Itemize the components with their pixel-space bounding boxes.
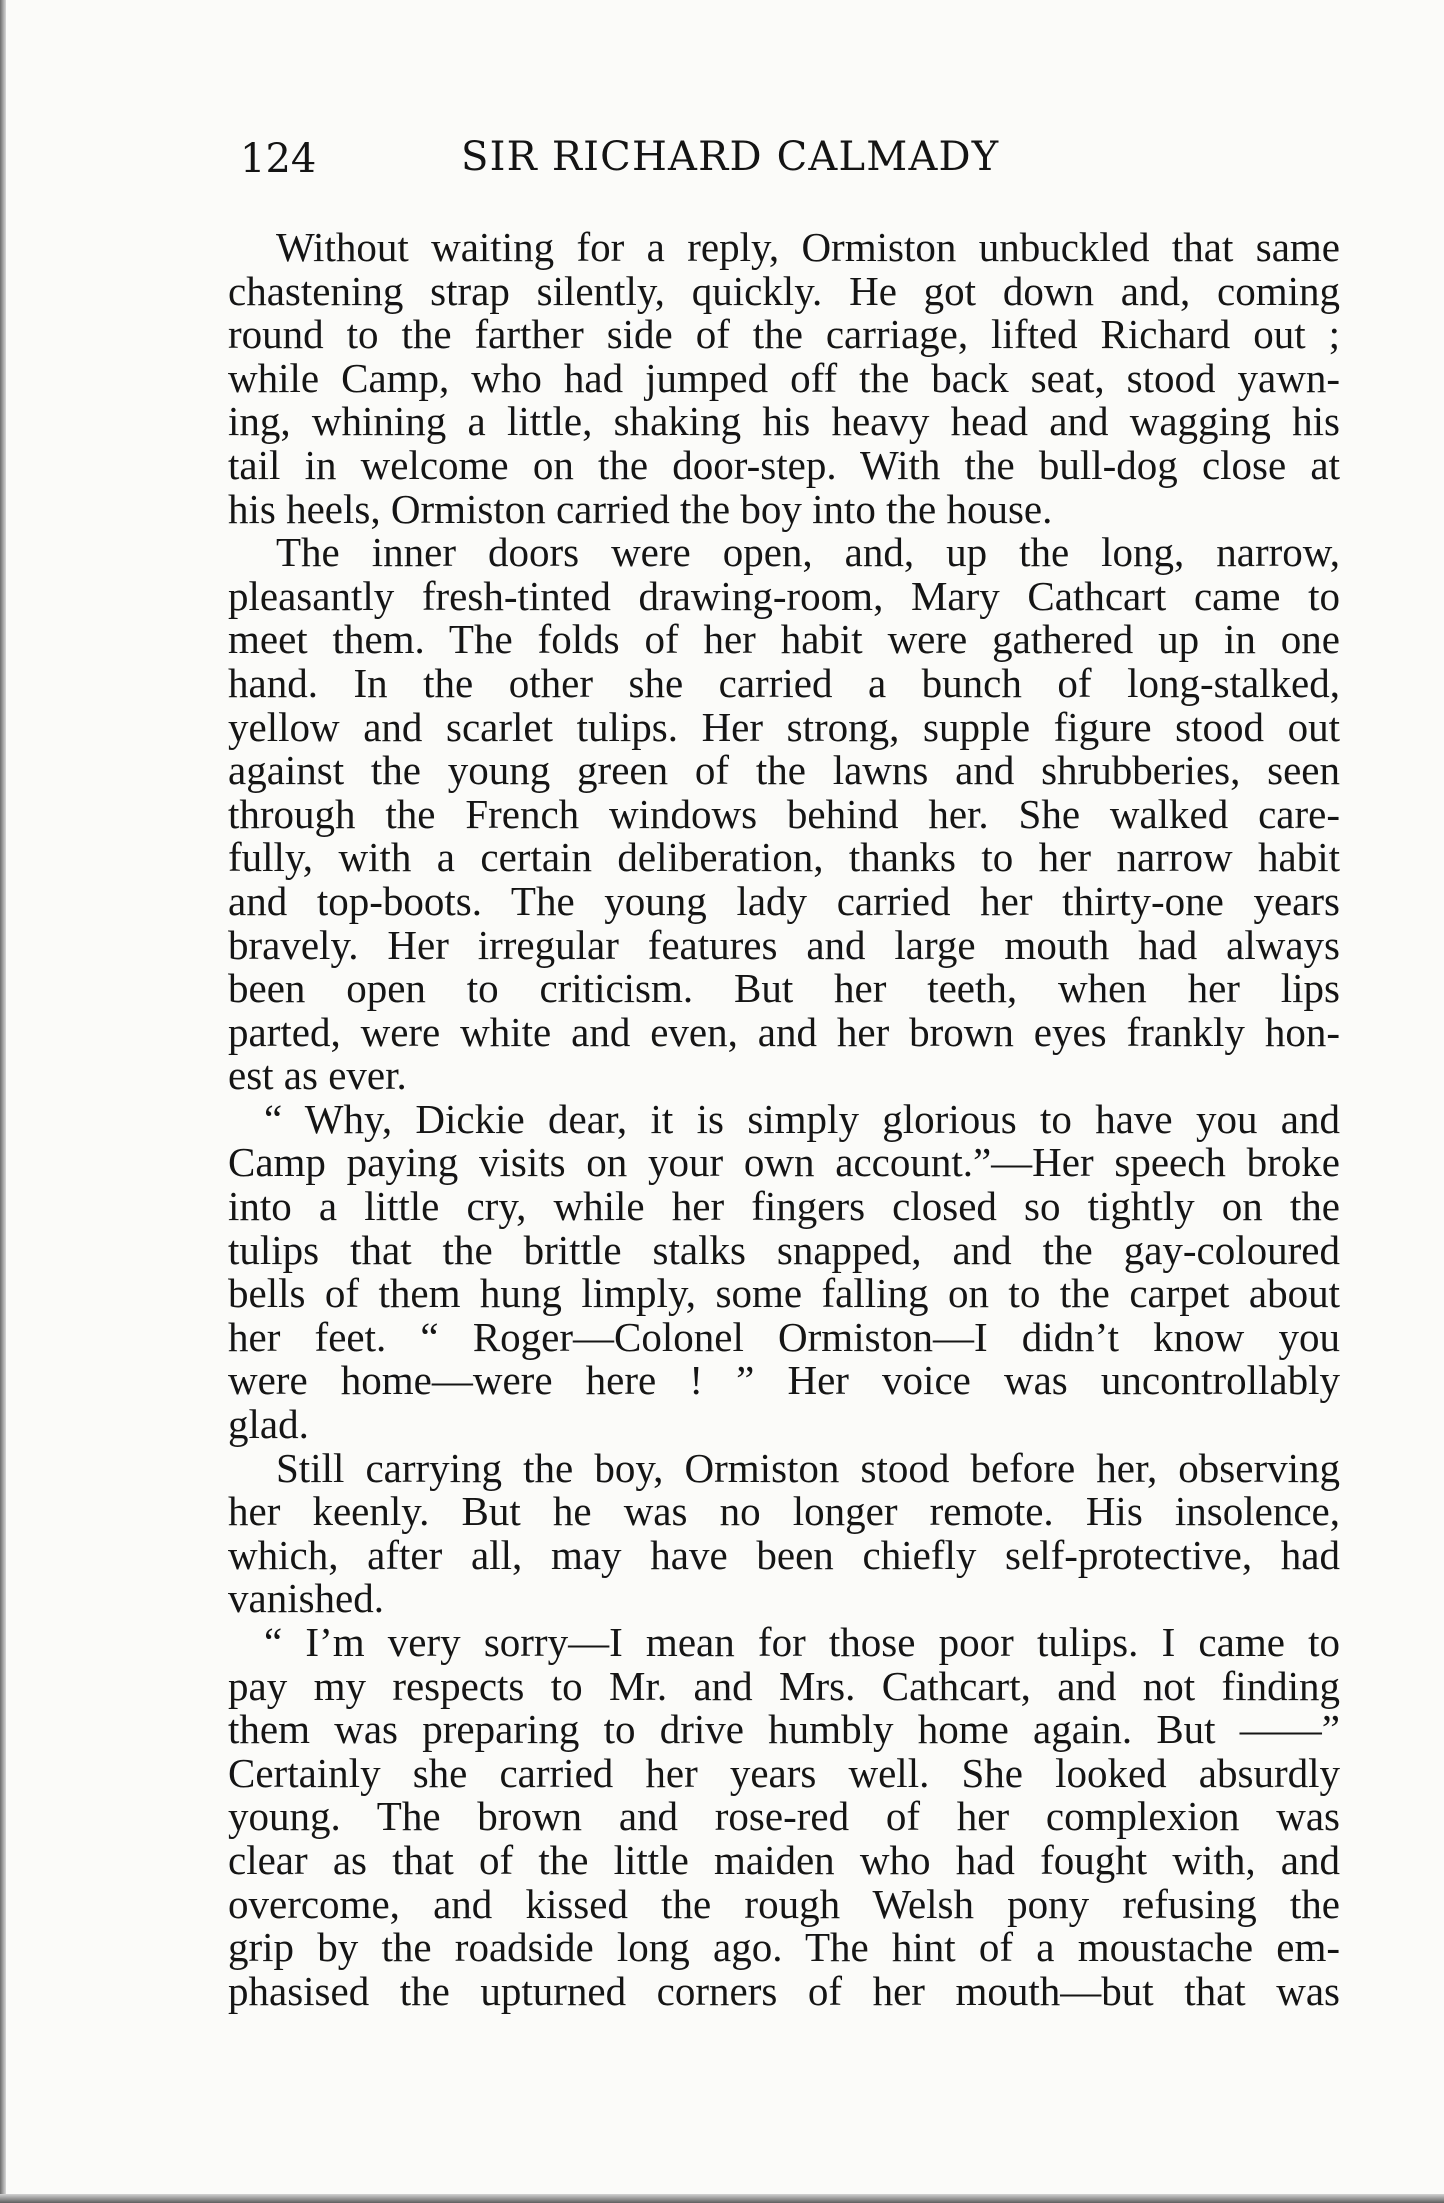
text-line: “ Why, Dickie dear, it is simply glorious to have you and: [264, 1095, 1340, 1142]
text-line: pay my respects to Mr. and Mrs. Cathcart, and not finding: [228, 1662, 1340, 1709]
text-line: his heels, Ormiston carried the boy into the house.: [228, 485, 1053, 532]
text-line: fully, with a certain deliberation, thanks to her narrow habit: [228, 834, 1340, 881]
text-line: Camp paying visits on your own account.”—Her speech broke: [228, 1139, 1340, 1186]
page-number: 124: [240, 136, 317, 182]
text-line: Without waiting for a reply, Ormiston unbuckled that same: [276, 224, 1340, 270]
body-text: [228, 226, 1340, 2013]
text-line: her feet. “ Roger—Colonel Ormiston—I didn’t know you: [228, 1313, 1340, 1360]
text-line: her keenly. But he was no longer remote. His insolence,: [228, 1488, 1340, 1535]
text-line: them was preparing to drive humbly home again. But ——”: [228, 1706, 1340, 1753]
text-line: ing, whining a little, shaking his heavy head and wagging his: [228, 398, 1340, 445]
text-line: grip by the roadside long ago. The hint of a moustache em-: [228, 1924, 1340, 1971]
text-line: “ I’m very sorry—I mean for those poor tulips. I came to: [264, 1619, 1340, 1665]
text-line: clear as that of the little maiden who had fought with, and: [228, 1836, 1340, 1883]
text-line: young. The brown and rose-red of her complexion was: [228, 1793, 1340, 1840]
text-line: phasised the upturned corners of her mouth—but that was: [228, 1967, 1340, 2014]
text-line: The inner doors were open, and, up the long, narrow,: [276, 529, 1340, 576]
text-line: been open to criticism. But her teeth, when her lips: [228, 965, 1340, 1012]
text-line: est as ever.: [228, 1052, 407, 1099]
text-line: which, after all, may have been chiefly self-protective, had: [228, 1531, 1340, 1578]
text-line: glad.: [228, 1401, 309, 1448]
text-line: bravely. Her irregular features and large mouth had always: [228, 921, 1340, 968]
running-title: SIR RICHARD CALMADY: [461, 134, 1000, 180]
text-line: parted, were white and even, and her brown eyes frankly hon-: [228, 1008, 1340, 1055]
text-line: vanished.: [228, 1575, 384, 1622]
page-left-edge-shadow: [0, 0, 6, 2203]
text-line: Certainly she carried her years well. She looked absurdly: [228, 1749, 1340, 1796]
text-line: round to the farther side of the carriage, lifted Richard out ;: [228, 311, 1340, 358]
text-line: tulips that the brittle stalks snapped, and the gay-coloured: [228, 1226, 1340, 1273]
text-line: chastening strap silently, quickly. He got down and, coming: [228, 267, 1340, 314]
text-line: meet them. The folds of her habit were gathered up in one: [228, 616, 1340, 663]
text-line: into a little cry, while her fingers closed so tightly on the: [228, 1183, 1340, 1230]
text-line: yellow and scarlet tulips. Her strong, supple figure stood out: [228, 703, 1340, 750]
text-line: overcome, and kissed the rough Welsh pony refusing the: [228, 1880, 1340, 1927]
text-line: against the young green of the lawns and shrubberies, seen: [228, 747, 1340, 794]
page-header: [230, 126, 1340, 186]
text-line: while Camp, who had jumped off the back seat, stood yawn-: [228, 354, 1340, 401]
text-line: bells of them hung limply, some falling on to the carpet about: [228, 1270, 1340, 1317]
page-bottom-edge-shadow: [0, 2194, 1444, 2203]
text-line: through the French windows behind her. She walked care-: [228, 790, 1340, 837]
text-line: hand. In the other she carried a bunch of long-stalked,: [228, 659, 1340, 706]
text-line: pleasantly fresh-tinted drawing-room, Mary Cathcart came to: [228, 572, 1340, 619]
text-line: tail in welcome on the door-step. With the bull-dog close at: [228, 441, 1340, 488]
text-line: were home—were here ! ” Her voice was uncontrollably: [228, 1357, 1340, 1404]
text-line: and top-boots. The young lady carried her thirty-one years: [228, 877, 1340, 924]
text-line: Still carrying the boy, Ormiston stood before her, observing: [276, 1444, 1340, 1491]
